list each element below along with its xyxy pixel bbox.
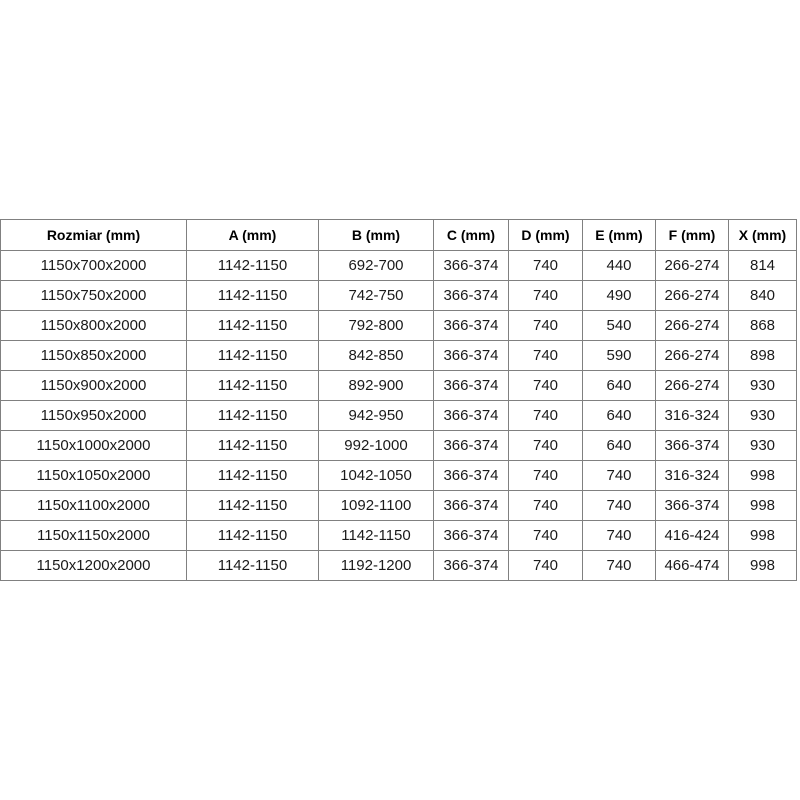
table-cell: 814 — [729, 251, 797, 281]
table-cell: 740 — [509, 491, 583, 521]
table-cell: 1150x750x2000 — [1, 281, 187, 311]
table-cell: 1142-1150 — [187, 311, 319, 341]
table-cell: 1142-1150 — [187, 491, 319, 521]
column-header-b: B (mm) — [319, 220, 434, 251]
table-cell: 692-700 — [319, 251, 434, 281]
table-cell: 466-474 — [656, 551, 729, 581]
table-cell: 1150x1150x2000 — [1, 521, 187, 551]
table-row — [1, 371, 797, 401]
table-cell: 366-374 — [434, 551, 509, 581]
column-header-d: D (mm) — [509, 220, 583, 251]
table-cell: 416-424 — [656, 521, 729, 551]
table-cell: 366-374 — [434, 491, 509, 521]
table-row — [1, 491, 797, 521]
table-cell: 366-374 — [434, 431, 509, 461]
table-cell: 868 — [729, 311, 797, 341]
table-cell: 740 — [509, 431, 583, 461]
table-row — [1, 311, 797, 341]
table-body — [1, 251, 797, 581]
table-cell: 998 — [729, 521, 797, 551]
column-header-c: C (mm) — [434, 220, 509, 251]
table-cell: 266-274 — [656, 311, 729, 341]
table-row — [1, 281, 797, 311]
table-cell: 930 — [729, 371, 797, 401]
table-cell: 1192-1200 — [319, 551, 434, 581]
table-cell: 1150x1000x2000 — [1, 431, 187, 461]
table-cell: 998 — [729, 491, 797, 521]
table-cell: 740 — [509, 341, 583, 371]
table-cell: 740 — [509, 251, 583, 281]
table-cell: 1150x800x2000 — [1, 311, 187, 341]
table-cell: 366-374 — [434, 341, 509, 371]
table-cell: 1150x1200x2000 — [1, 551, 187, 581]
table-cell: 740 — [509, 311, 583, 341]
table-cell: 640 — [583, 371, 656, 401]
table-cell: 740 — [509, 401, 583, 431]
table-cell: 266-274 — [656, 371, 729, 401]
table-cell: 1150x700x2000 — [1, 251, 187, 281]
table-header-row — [1, 220, 797, 251]
table-cell: 1142-1150 — [187, 341, 319, 371]
table-cell: 366-374 — [656, 491, 729, 521]
table-cell: 366-374 — [434, 311, 509, 341]
dimensions-spec-table — [0, 219, 797, 581]
table-cell: 1142-1150 — [187, 371, 319, 401]
table-cell: 740 — [583, 461, 656, 491]
table-cell: 1042-1050 — [319, 461, 434, 491]
table-cell: 998 — [729, 461, 797, 491]
table-cell: 740 — [583, 521, 656, 551]
table-cell: 1142-1150 — [187, 431, 319, 461]
column-header-e: E (mm) — [583, 220, 656, 251]
table-cell: 740 — [509, 521, 583, 551]
table-cell: 366-374 — [434, 371, 509, 401]
table-cell: 1142-1150 — [187, 521, 319, 551]
table-cell: 998 — [729, 551, 797, 581]
table-cell: 740 — [509, 281, 583, 311]
table-cell: 792-800 — [319, 311, 434, 341]
table-row — [1, 551, 797, 581]
table-cell: 440 — [583, 251, 656, 281]
table-cell: 366-374 — [656, 431, 729, 461]
table-row — [1, 431, 797, 461]
table-cell: 1142-1150 — [187, 551, 319, 581]
column-header-rozmiar: Rozmiar (mm) — [1, 220, 187, 251]
column-header-x: X (mm) — [729, 220, 797, 251]
table-cell: 740 — [583, 551, 656, 581]
table-cell: 590 — [583, 341, 656, 371]
table-cell: 992-1000 — [319, 431, 434, 461]
table-cell: 1142-1150 — [319, 521, 434, 551]
table-cell: 1142-1150 — [187, 461, 319, 491]
table-cell: 1142-1150 — [187, 401, 319, 431]
table-row — [1, 401, 797, 431]
table-cell: 366-374 — [434, 461, 509, 491]
table-cell: 640 — [583, 401, 656, 431]
table-cell: 1092-1100 — [319, 491, 434, 521]
table-cell: 742-750 — [319, 281, 434, 311]
table-cell: 1142-1150 — [187, 281, 319, 311]
table-cell: 1150x1100x2000 — [1, 491, 187, 521]
table-row — [1, 521, 797, 551]
table-cell: 316-324 — [656, 401, 729, 431]
table-cell: 640 — [583, 431, 656, 461]
table-cell: 1150x850x2000 — [1, 341, 187, 371]
table-cell: 1142-1150 — [187, 251, 319, 281]
table-cell: 540 — [583, 311, 656, 341]
table-cell: 740 — [509, 551, 583, 581]
table-row — [1, 341, 797, 371]
table-cell: 316-324 — [656, 461, 729, 491]
table-header — [1, 220, 797, 251]
table-cell: 840 — [729, 281, 797, 311]
table-cell: 366-374 — [434, 401, 509, 431]
column-header-f: F (mm) — [656, 220, 729, 251]
dimensions-spec-table-container — [0, 219, 797, 581]
table-cell: 1150x900x2000 — [1, 371, 187, 401]
table-cell: 266-274 — [656, 251, 729, 281]
table-cell: 1150x950x2000 — [1, 401, 187, 431]
table-cell: 266-274 — [656, 341, 729, 371]
table-row — [1, 461, 797, 491]
column-header-a: A (mm) — [187, 220, 319, 251]
table-cell: 366-374 — [434, 251, 509, 281]
table-row — [1, 251, 797, 281]
table-cell: 740 — [583, 491, 656, 521]
table-cell: 1150x1050x2000 — [1, 461, 187, 491]
table-cell: 898 — [729, 341, 797, 371]
table-cell: 942-950 — [319, 401, 434, 431]
table-cell: 892-900 — [319, 371, 434, 401]
table-cell: 266-274 — [656, 281, 729, 311]
table-cell: 740 — [509, 371, 583, 401]
table-cell: 490 — [583, 281, 656, 311]
table-cell: 740 — [509, 461, 583, 491]
table-cell: 366-374 — [434, 281, 509, 311]
table-cell: 930 — [729, 401, 797, 431]
table-cell: 930 — [729, 431, 797, 461]
table-cell: 842-850 — [319, 341, 434, 371]
table-cell: 366-374 — [434, 521, 509, 551]
